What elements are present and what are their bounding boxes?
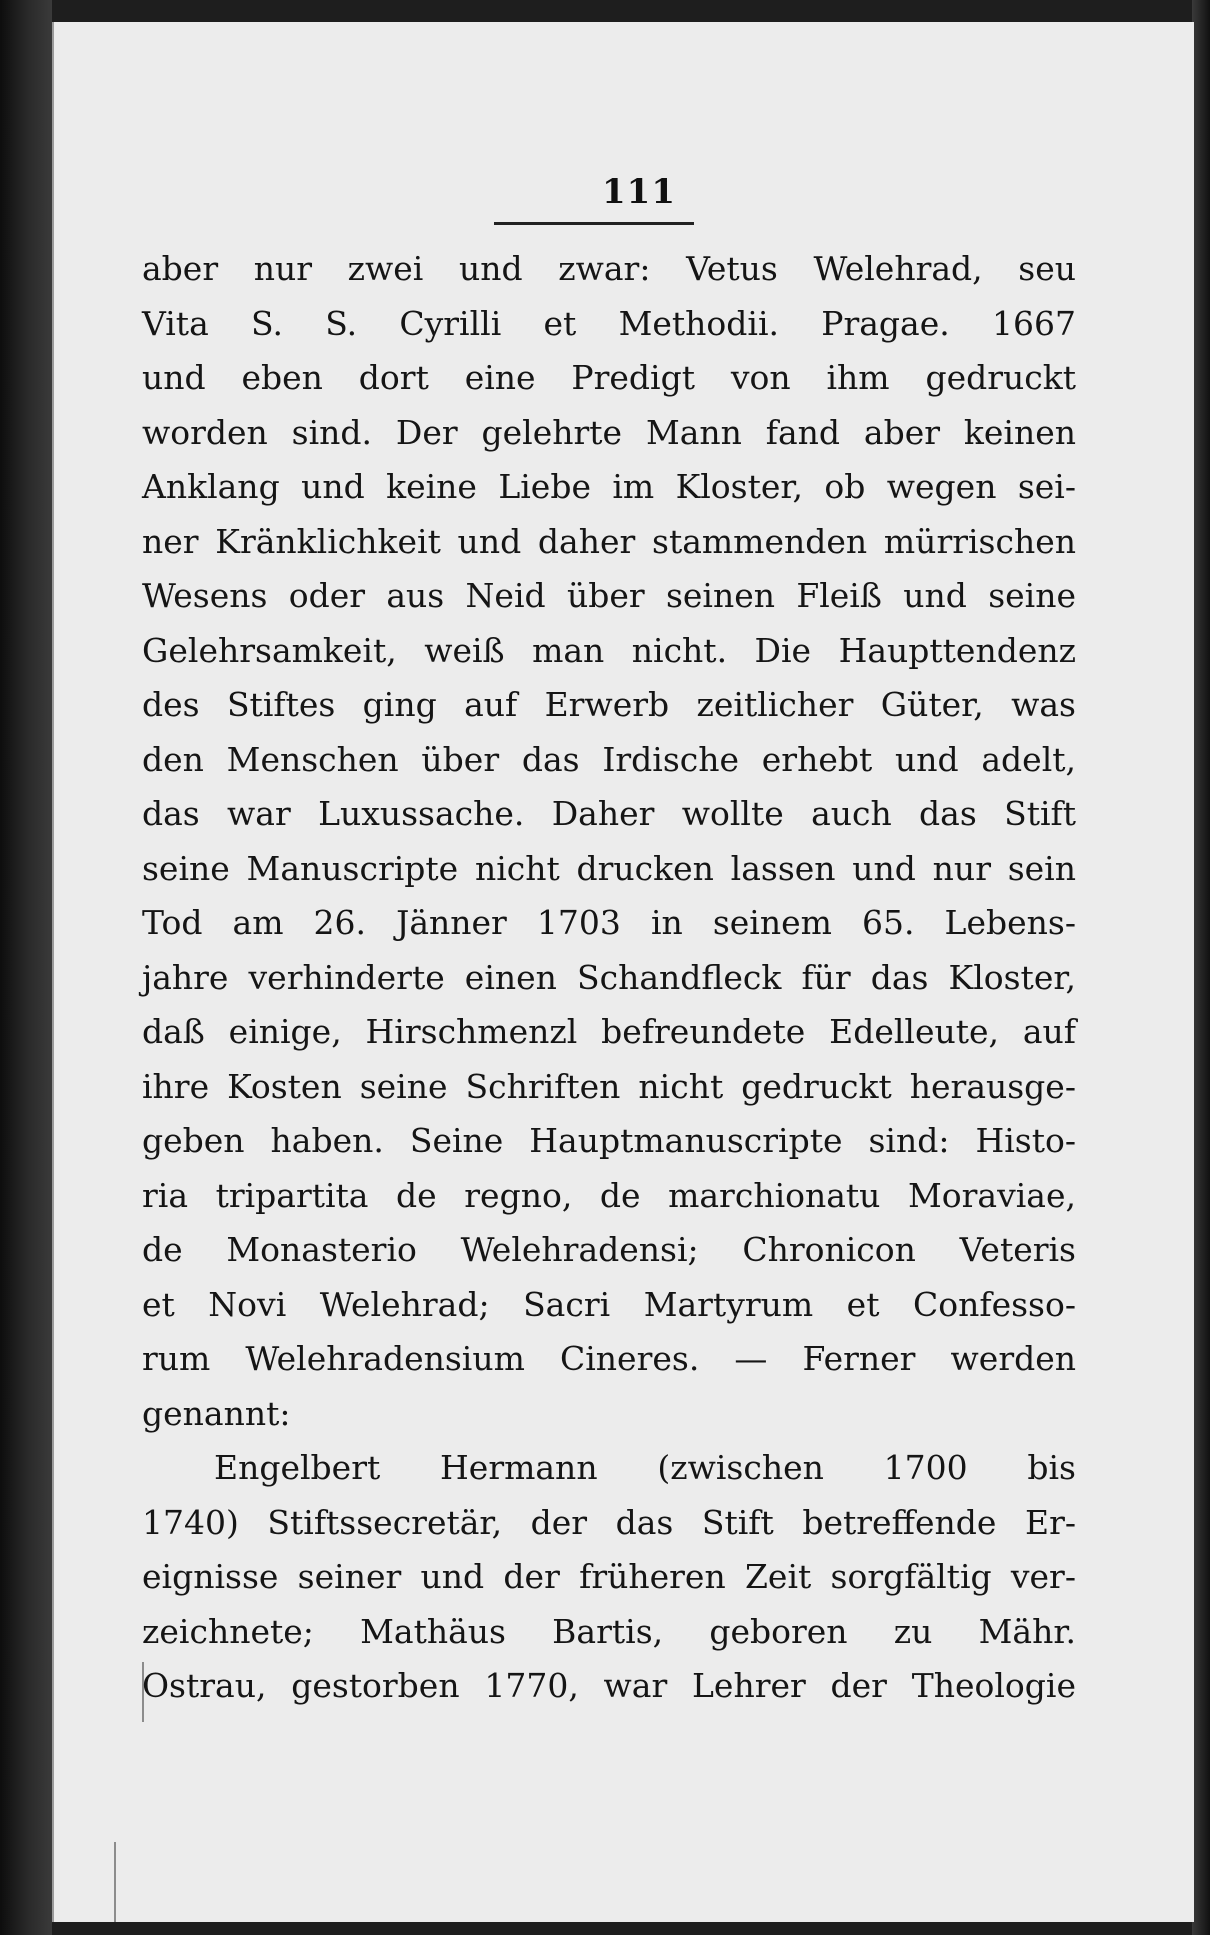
text-line: und eben dort eine Predigt von ihm gedruckt xyxy=(142,358,1076,397)
text-line: den Menschen über das Irdische erhebt und adelt, xyxy=(142,739,1076,779)
text-line: eignisse seiner und der früheren Zeit sorgfältig ver- xyxy=(142,1557,1076,1596)
text-line: de Monasterio Welehradensi; Chronicon Veteris xyxy=(142,1230,1076,1269)
book-spine-shadow xyxy=(0,0,52,1935)
text-line: ihre Kosten seine Schriften nicht gedruckt herausge- xyxy=(142,1066,1076,1106)
body-text xyxy=(142,242,1076,1714)
text-line: Tod am 26. Jänner 1703 in seinem 65. Lebens- xyxy=(142,903,1076,942)
text-line: zeichnete; Mathäus Bartis, geboren zu Mähr. xyxy=(142,1611,1076,1651)
page-edge-shadow xyxy=(1192,0,1210,1935)
text-line: Engelbert Hermann (zwischen 1700 bis xyxy=(214,1448,1076,1487)
page-sheet xyxy=(52,22,1194,1922)
text-line: Vita S. S. Cyrilli et Methodii. Pragae. 1667 xyxy=(142,303,1076,343)
text-line: 1740) Stiftssecretär, der das Stift betreffende Er- xyxy=(142,1502,1076,1542)
text-line: daß einige, Hirschmenzl befreundete Edelleute, auf xyxy=(142,1012,1076,1051)
text-line: ner Kränklichkeit und daher stammenden mürrischen xyxy=(142,521,1076,561)
text-line: Wesens oder aus Neid über seinen Fleiß und seine xyxy=(142,576,1076,615)
text-line: et Novi Welehrad; Sacri Martyrum et Confesso- xyxy=(142,1284,1076,1324)
text-line: seine Manuscripte nicht drucken lassen und nur sein xyxy=(142,848,1076,888)
text-line: das war Luxussache. Daher wollte auch das Stift xyxy=(142,794,1076,833)
margin-mark xyxy=(114,1842,116,1922)
header-rule xyxy=(494,222,694,225)
text-line: aber nur zwei und zwar: Vetus Welehrad, seu xyxy=(142,249,1076,288)
text-line: worden sind. Der gelehrte Mann fand aber keinen xyxy=(142,412,1076,452)
text-line: geben haben. Seine Hauptmanuscripte sind: Histo- xyxy=(142,1121,1076,1160)
text-line: rum Welehradensium Cineres. — Ferner werden xyxy=(142,1339,1076,1378)
text-line: genannt: xyxy=(142,1393,291,1433)
text-line: jahre verhinderte einen Schandfleck für das Kloster, xyxy=(142,957,1076,997)
text-line: Ostrau, gestorben 1770, war Lehrer der Theologie xyxy=(142,1666,1076,1705)
text-line: Anklang und keine Liebe im Kloster, ob wegen sei- xyxy=(142,467,1076,506)
text-line: des Stiftes ging auf Erwerb zeitlicher Güter, was xyxy=(142,685,1076,724)
page-number: 111 xyxy=(602,172,676,212)
text-line: ria tripartita de regno, de marchionatu Moraviae, xyxy=(142,1175,1076,1215)
text-line: Gelehrsamkeit, weiß man nicht. Die Haupttendenz xyxy=(142,630,1076,670)
